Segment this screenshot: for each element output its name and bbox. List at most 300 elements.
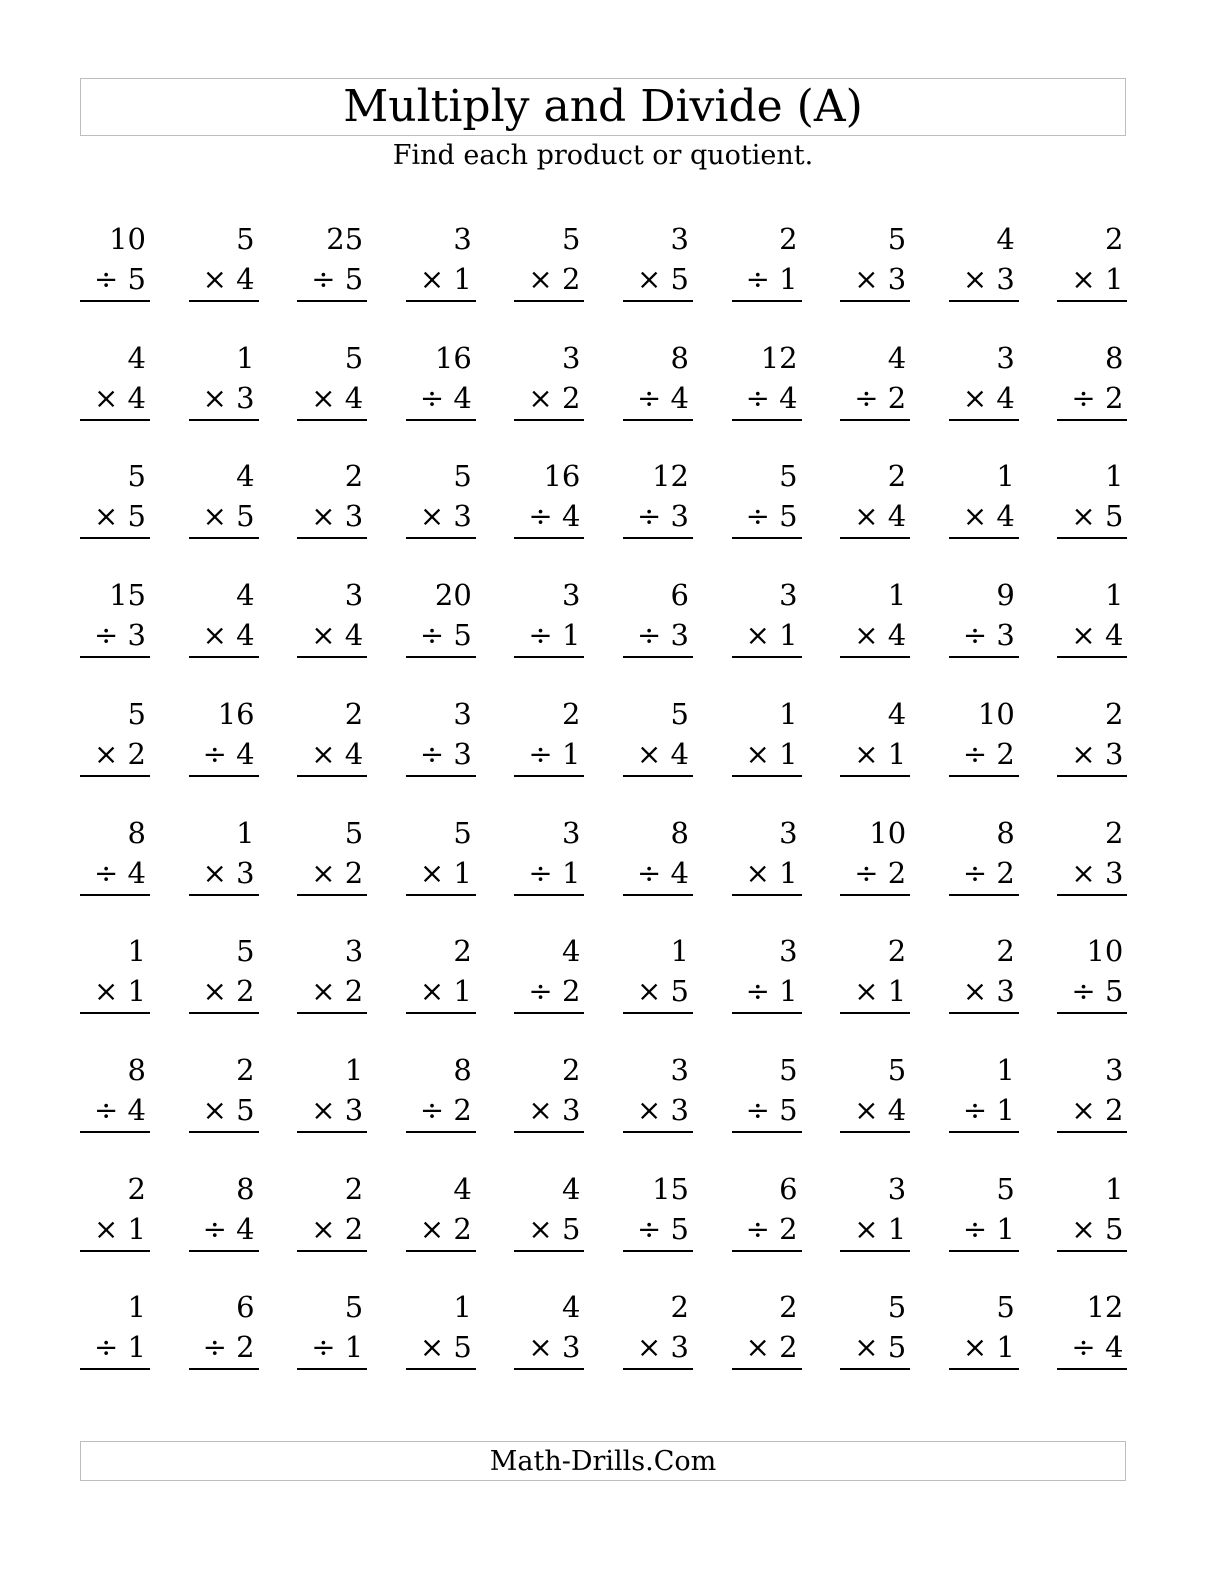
answer-line [1057, 1012, 1127, 1014]
problem-bottom-number: 1 [344, 1330, 364, 1365]
problem-item [80, 222, 150, 302]
answer-line [406, 419, 476, 421]
problem-operator: ÷ [419, 618, 445, 653]
problem-top-number: 4 [887, 696, 907, 731]
problem-top-number: 2 [127, 1171, 146, 1206]
problem-item [406, 1053, 476, 1133]
problem-operator-line [854, 262, 906, 296]
answer-line [514, 1250, 584, 1252]
answer-line [80, 1250, 150, 1252]
problem-operator-line [637, 1093, 689, 1127]
problem-operator: × [528, 1330, 553, 1365]
problem-operator-line [203, 1330, 255, 1364]
problem-operator: × [854, 1330, 879, 1365]
problem-operator-line [420, 381, 472, 415]
problem-top-number: 1 [887, 578, 907, 613]
problem-operator: × [202, 618, 227, 653]
problem-operator-line [311, 262, 363, 296]
problem-operator-line [746, 856, 798, 890]
problem-operator-line [746, 1212, 798, 1246]
problem-top-number: 1 [236, 815, 255, 850]
answer-line [732, 537, 802, 539]
problem-operator: × [637, 262, 662, 296]
problem-bottom-number: 4 [887, 499, 907, 534]
answer-line [732, 656, 802, 658]
problem-bottom-number: 3 [996, 974, 1015, 1009]
problem-top-number: 2 [561, 696, 581, 731]
problem-top-number: 1 [670, 934, 689, 969]
problem-operator-line [420, 618, 472, 652]
answer-line [297, 1012, 367, 1014]
problem-item [1057, 1290, 1127, 1370]
problem-bottom-number: 1 [453, 855, 472, 890]
answer-line [949, 656, 1019, 658]
answer-line [189, 1012, 259, 1014]
problem-top-number: 5 [887, 222, 907, 256]
footer-site: Math-Drills.Com [489, 1445, 717, 1477]
problem-item [840, 459, 910, 539]
problem-top-number: 5 [236, 222, 255, 256]
answer-line [623, 1368, 693, 1370]
problem-top-number: 5 [887, 1290, 907, 1325]
problem-bottom-number: 4 [344, 618, 364, 653]
problem-top-number: 2 [887, 934, 907, 969]
problem-bottom-number: 2 [344, 855, 364, 890]
answer-line [406, 300, 476, 302]
problem-operator: × [745, 618, 770, 653]
problem-operator-line [420, 856, 472, 890]
problem-operator: ÷ [94, 1330, 119, 1365]
problem-item [297, 1172, 367, 1252]
problem-operator-line [203, 737, 255, 771]
problem-top-number: 1 [779, 696, 798, 731]
problem-item [514, 1290, 584, 1370]
answer-line [1057, 1368, 1127, 1370]
answer-line [297, 1131, 367, 1133]
problem-bottom-number: 4 [236, 262, 255, 296]
problem-operator: × [854, 262, 879, 296]
problem-bottom-number: 3 [670, 499, 689, 534]
problem-bottom-number: 3 [996, 262, 1015, 296]
problem-item [80, 934, 150, 1014]
problem-bottom-number: 4 [127, 855, 146, 890]
problem-operator: × [854, 1092, 879, 1127]
problem-bottom-number: 2 [344, 974, 364, 1009]
problem-operator-line [94, 1330, 146, 1364]
answer-line [406, 1012, 476, 1014]
answer-line [80, 656, 150, 658]
problem-bottom-number: 2 [561, 380, 581, 415]
problem-operator: × [419, 1330, 445, 1365]
problem-operator: × [745, 1330, 770, 1365]
problem-bottom-number: 4 [561, 499, 581, 534]
problem-operator: ÷ [94, 855, 119, 890]
answer-line [189, 656, 259, 658]
problem-operator: ÷ [637, 380, 662, 415]
answer-line [623, 300, 693, 302]
problem-top-number: 5 [453, 459, 472, 494]
answer-line [732, 419, 802, 421]
problem-operator-line [1071, 737, 1123, 771]
problem-bottom-number: 1 [779, 618, 798, 653]
answer-line [80, 894, 150, 896]
problem-bottom-number: 2 [561, 974, 581, 1009]
answer-line [514, 300, 584, 302]
answer-line [406, 775, 476, 777]
problem-operator-line [746, 737, 798, 771]
answer-line [297, 894, 367, 896]
answer-line [840, 656, 910, 658]
problem-operator: × [202, 499, 227, 534]
problem-bottom-number: 3 [996, 618, 1015, 653]
problem-item [840, 222, 910, 302]
problem-operator: × [202, 1092, 227, 1127]
problem-top-number: 12 [652, 459, 689, 494]
answer-line [840, 894, 910, 896]
problem-operator: × [202, 262, 227, 296]
problem-operator: × [528, 1211, 553, 1246]
problem-item [514, 1053, 584, 1133]
problem-operator-line [420, 1330, 472, 1364]
problem-item [189, 578, 259, 658]
problem-operator: ÷ [528, 974, 553, 1009]
problem-operator: ÷ [419, 380, 445, 415]
problem-bottom-number: 3 [887, 262, 907, 296]
problem-item [406, 1290, 476, 1370]
problem-bottom-number: 5 [127, 499, 146, 534]
problem-top-number: 3 [670, 222, 689, 256]
problem-operator-line [854, 499, 906, 533]
problem-bottom-number: 2 [561, 262, 581, 296]
problem-bottom-number: 5 [670, 1211, 689, 1246]
problem-top-number: 1 [127, 1290, 146, 1325]
problem-top-number: 10 [977, 696, 1015, 731]
problem-top-number: 16 [217, 696, 255, 731]
answer-line [623, 1012, 693, 1014]
problem-item [732, 1290, 802, 1370]
problem-item [297, 459, 367, 539]
problem-operator: ÷ [745, 380, 770, 415]
problem-bottom-number: 4 [887, 618, 907, 653]
problem-bottom-number: 4 [670, 855, 689, 890]
problem-bottom-number: 3 [561, 1092, 581, 1127]
problem-top-number: 1 [996, 1052, 1015, 1087]
problem-operator-line [854, 1212, 906, 1246]
problem-bottom-number: 1 [996, 1211, 1015, 1246]
problem-operator-line [94, 974, 146, 1008]
problem-operator-line [420, 499, 472, 533]
problem-item [80, 341, 150, 421]
problem-operator-line [746, 618, 798, 652]
problem-item [623, 1290, 693, 1370]
problem-item [840, 1290, 910, 1370]
problem-operator-line [420, 1212, 472, 1246]
problem-bottom-number: 1 [561, 736, 581, 771]
answer-line [732, 1012, 802, 1014]
problem-item [840, 1053, 910, 1133]
problem-operator: × [854, 1211, 879, 1246]
problem-top-number: 2 [344, 459, 364, 494]
problem-operator-line [311, 1212, 363, 1246]
problem-bottom-number: 3 [670, 1330, 689, 1365]
problem-top-number: 2 [344, 1171, 364, 1206]
problem-operator: ÷ [962, 855, 988, 890]
problem-bottom-number: 2 [344, 1211, 364, 1246]
problem-bottom-number: 4 [344, 380, 364, 415]
answer-line [840, 1012, 910, 1014]
problem-operator-line [963, 381, 1015, 415]
problem-top-number: 4 [561, 1290, 581, 1325]
problem-operator-line [203, 1212, 255, 1246]
problem-item [840, 578, 910, 658]
problem-operator-line [311, 1093, 363, 1127]
problem-item [949, 1053, 1019, 1133]
problem-top-number: 4 [453, 1171, 472, 1206]
problem-item [406, 459, 476, 539]
problem-bottom-number: 1 [779, 736, 798, 771]
problem-operator: × [1071, 1211, 1096, 1246]
problem-top-number: 5 [236, 934, 255, 969]
problem-bottom-number: 5 [127, 262, 146, 296]
answer-line [297, 300, 367, 302]
answer-line [949, 1250, 1019, 1252]
problem-top-number: 3 [887, 1171, 907, 1206]
problem-bottom-number: 2 [236, 974, 255, 1009]
problem-operator-line [528, 499, 580, 533]
problem-operator-line [420, 737, 472, 771]
problem-item [189, 222, 259, 302]
problem-bottom-number: 1 [996, 1330, 1015, 1365]
answer-line [949, 1368, 1019, 1370]
problem-operator: ÷ [854, 380, 879, 415]
answer-line [297, 1250, 367, 1252]
problem-item [1057, 459, 1127, 539]
problem-operator: ÷ [962, 618, 988, 653]
problem-bottom-number: 4 [996, 380, 1015, 415]
problem-top-number: 5 [127, 459, 146, 494]
problem-operator: × [528, 380, 553, 415]
problem-operator-line [420, 974, 472, 1008]
answer-line [514, 775, 584, 777]
problem-bottom-number: 1 [996, 1092, 1015, 1127]
problem-item [840, 934, 910, 1014]
problem-top-number: 1 [236, 340, 255, 375]
problem-operator: × [528, 1092, 553, 1127]
problem-bottom-number: 3 [127, 618, 146, 653]
problem-item [732, 341, 802, 421]
problem-operator-line [94, 1212, 146, 1246]
problem-bottom-number: 2 [996, 855, 1015, 890]
problem-top-number: 3 [453, 696, 472, 731]
answer-line [514, 656, 584, 658]
problem-operator-line [528, 974, 580, 1008]
problem-bottom-number: 5 [453, 618, 472, 653]
answer-line [1057, 419, 1127, 421]
problem-operator: ÷ [311, 262, 336, 296]
problem-top-number: 25 [326, 222, 364, 256]
problem-operator: × [528, 262, 553, 296]
problem-operator-line [854, 618, 906, 652]
problem-operator-line [94, 381, 146, 415]
problem-item [732, 1172, 802, 1252]
problem-item [406, 222, 476, 302]
problem-item [80, 1290, 150, 1370]
problem-top-number: 8 [127, 815, 146, 850]
problem-operator-line [963, 974, 1015, 1008]
problem-top-number: 5 [996, 1290, 1015, 1325]
answer-line [297, 656, 367, 658]
problem-item [514, 816, 584, 896]
problem-item [1057, 1172, 1127, 1252]
problem-operator-line [1071, 1330, 1123, 1364]
problem-item [1057, 697, 1127, 777]
problem-bottom-number: 1 [453, 974, 472, 1009]
answer-line [406, 1368, 476, 1370]
problem-operator-line [94, 618, 146, 652]
problem-top-number: 3 [670, 1052, 689, 1087]
problem-operator: × [1071, 736, 1096, 771]
problem-item [949, 1290, 1019, 1370]
problem-bottom-number: 1 [561, 618, 581, 653]
problem-operator: × [637, 1092, 662, 1127]
problem-top-number: 3 [561, 578, 581, 613]
problem-operator-line [1071, 1212, 1123, 1246]
answer-line [406, 1250, 476, 1252]
problem-operator-line [1071, 856, 1123, 890]
problem-operator: × [854, 499, 879, 534]
problem-item [406, 578, 476, 658]
problem-bottom-number: 1 [561, 855, 581, 890]
problem-bottom-number: 5 [453, 1330, 472, 1365]
problem-top-number: 8 [453, 1052, 472, 1087]
problem-top-number: 20 [434, 578, 472, 613]
problem-operator-line [746, 499, 798, 533]
problem-operator: ÷ [745, 499, 770, 534]
problem-operator-line [203, 618, 255, 652]
problem-operator: × [1071, 499, 1096, 534]
problem-item [623, 1053, 693, 1133]
answer-line [1057, 894, 1127, 896]
problem-operator: × [311, 855, 336, 890]
problem-operator-line [203, 499, 255, 533]
problem-item [1057, 816, 1127, 896]
answer-line [840, 1131, 910, 1133]
problem-top-number: 4 [561, 934, 581, 969]
problem-item [1057, 578, 1127, 658]
problem-operator: × [94, 974, 119, 1009]
problem-operator-line [746, 1330, 798, 1364]
answer-line [297, 537, 367, 539]
problem-item [949, 1172, 1019, 1252]
problem-top-number: 2 [236, 1052, 255, 1087]
problem-item [1057, 934, 1127, 1014]
problem-item [623, 934, 693, 1014]
problem-item [189, 1053, 259, 1133]
problem-operator-line [203, 856, 255, 890]
problem-bottom-number: 3 [453, 736, 472, 771]
problem-top-number: 10 [109, 222, 146, 256]
problem-item [189, 1290, 259, 1370]
problem-bottom-number: 4 [670, 380, 689, 415]
problem-bottom-number: 3 [670, 618, 689, 653]
worksheet-instructions: Find each product or quotient. [392, 140, 814, 171]
problem-bottom-number: 3 [453, 499, 472, 534]
problem-operator-line [311, 737, 363, 771]
problem-item [623, 222, 693, 302]
problem-top-number: 2 [1104, 222, 1124, 256]
answer-line [514, 419, 584, 421]
problem-item [297, 934, 367, 1014]
problem-operator: × [745, 855, 770, 890]
problem-bottom-number: 5 [1104, 499, 1124, 534]
problem-operator-line [963, 1093, 1015, 1127]
problem-operator-line [637, 1212, 689, 1246]
problem-top-number: 1 [1104, 459, 1124, 494]
problem-operator-line [746, 974, 798, 1008]
problem-top-number: 1 [1104, 578, 1124, 613]
problem-operator: × [1071, 855, 1096, 890]
problem-top-number: 6 [236, 1290, 255, 1325]
problem-top-number: 4 [996, 222, 1015, 256]
problem-item [732, 1053, 802, 1133]
problem-top-number: 4 [887, 340, 907, 375]
problem-item [80, 578, 150, 658]
problem-item [949, 816, 1019, 896]
problem-bottom-number: 3 [344, 499, 364, 534]
answer-line [514, 1131, 584, 1133]
problem-bottom-number: 4 [670, 736, 689, 771]
problem-bottom-number: 1 [887, 736, 907, 771]
answer-line [949, 894, 1019, 896]
problem-top-number: 1 [1104, 1171, 1124, 1206]
problem-item [1057, 1053, 1127, 1133]
problem-item [623, 1172, 693, 1252]
problem-item [514, 934, 584, 1014]
problem-operator: × [962, 974, 988, 1009]
problem-item [406, 341, 476, 421]
problem-operator-line [1071, 381, 1123, 415]
problem-item [949, 459, 1019, 539]
problem-top-number: 5 [670, 696, 689, 731]
problem-operator: × [745, 736, 770, 771]
problem-operator-line [528, 1093, 580, 1127]
answer-line [623, 419, 693, 421]
problem-top-number: 2 [779, 1290, 798, 1325]
problem-operator: × [962, 380, 988, 415]
problem-top-number: 1 [344, 1052, 364, 1087]
problem-operator: ÷ [637, 1211, 662, 1246]
answer-line [189, 1368, 259, 1370]
answer-line [840, 300, 910, 302]
answer-line [623, 656, 693, 658]
answer-line [406, 656, 476, 658]
problem-item [732, 459, 802, 539]
problem-operator: ÷ [962, 1092, 988, 1127]
problem-top-number: 5 [779, 459, 798, 494]
problem-item [80, 1053, 150, 1133]
problem-top-number: 4 [236, 459, 255, 494]
problem-operator: × [311, 499, 336, 534]
problem-operator-line [854, 856, 906, 890]
problem-bottom-number: 4 [236, 618, 255, 653]
problem-bottom-number: 3 [1104, 736, 1124, 771]
problem-operator: ÷ [1071, 1330, 1096, 1365]
footer-box [80, 1441, 1126, 1481]
answer-line [623, 1131, 693, 1133]
problem-bottom-number: 3 [236, 380, 255, 415]
problem-operator-line [94, 737, 146, 771]
problem-item [623, 341, 693, 421]
